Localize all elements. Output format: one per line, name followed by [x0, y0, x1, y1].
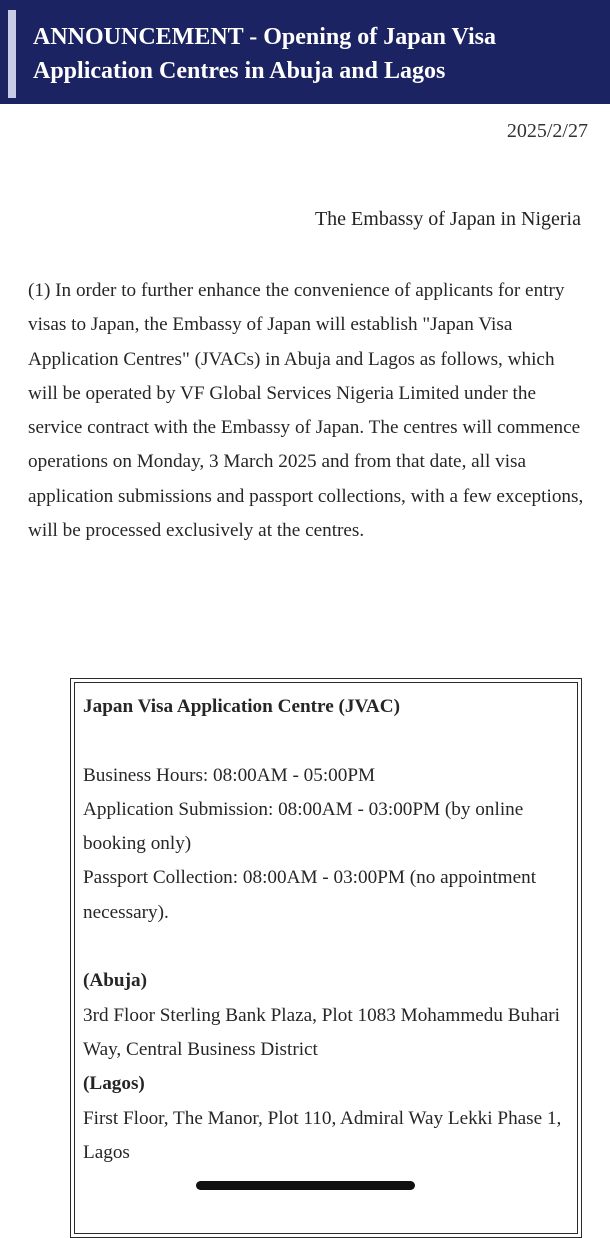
- application-submission-hours: Application Submission: 08:00AM - 03:00PM (by online booking only): [83, 798, 524, 855]
- jvac-info-content: [83, 690, 563, 1170]
- abuja-label: (Abuja): [83, 970, 147, 992]
- home-indicator[interactable]: [196, 1181, 415, 1190]
- passport-collection-hours: Passport Collection: 08:00AM - 03:00PM (no appointment necessary).: [83, 867, 537, 923]
- lagos-address: First Floor, The Manor, Plot 110, Admiral Way Lekki Phase 1, Lagos: [83, 1107, 562, 1163]
- jvac-info-box: [70, 678, 582, 1238]
- jvac-heading: Japan Visa Application Centre (JVAC): [83, 696, 400, 717]
- business-hours: Business Hours: 08:00AM - 05:00PM: [83, 764, 376, 786]
- lagos-label: (Lagos): [83, 1073, 145, 1095]
- publish-date: 2025/2/27: [506, 120, 588, 142]
- announcement-header: [0, 0, 610, 104]
- abuja-address: 3rd Floor Sterling Bank Plaza, Plot 1083 Mohammedu Buhari Way, Central Business District: [83, 1004, 560, 1060]
- announcement-paragraph: (1) In order to further enhance the convenience of applicants for entry visas to Japan, the Embassy of Japan will establish "Japan Visa Application Centres" (JVACs) in Abuja and Lagos as follows, which will be operated by VF Global Services Nigeria Limited under the service contract with the Embassy of Japan. The centres will commence operations on Monday, 3 March 2025 and from that date, all visa application submissions and passport collections, with a few exceptions, will be processed exclusively at the centres.: [28, 280, 584, 542]
- sender-name: The Embassy of Japan in Nigeria: [314, 208, 581, 230]
- page-title: ANNOUNCEMENT - Opening of Japan Visa Application Centres in Abuja and Lagos: [33, 24, 496, 84]
- spacer: [83, 930, 563, 964]
- spacer: [83, 724, 563, 758]
- header-accent-bar: [8, 10, 16, 98]
